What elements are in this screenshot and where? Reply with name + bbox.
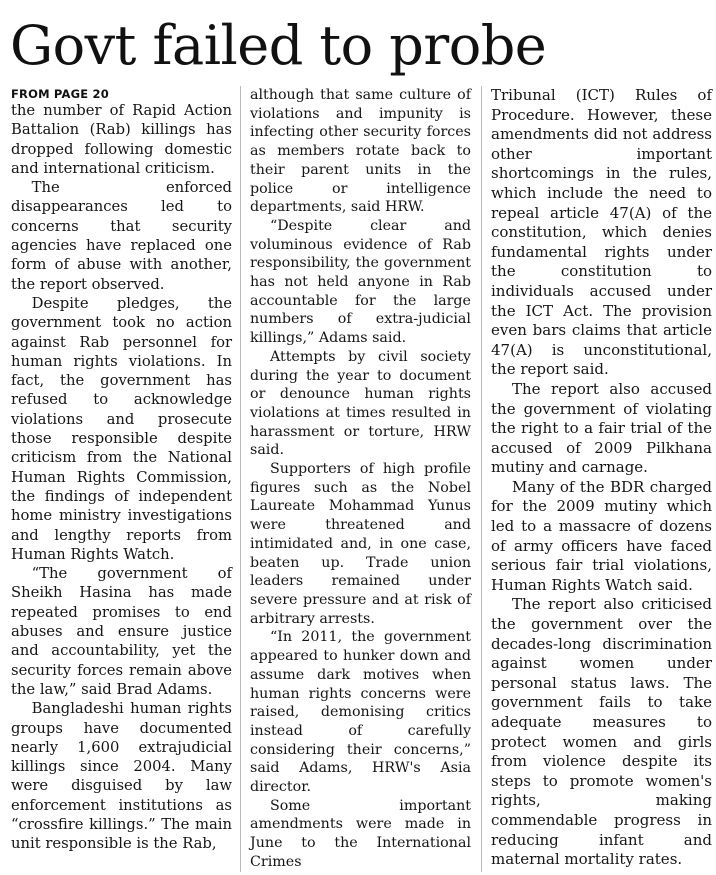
paragraph: Despite pledges, the government took no action against Rab personnel for human rights violations. In fact, the government has refused to acknowledge violations and prosecute those responsible despite criticism from the National Human Rights Commission, the findings of independent home ministry investigations and lengthy reports from Human Rights Watch. <box>11 294 232 563</box>
article-column-1 <box>11 86 232 854</box>
paragraph: Some important amendments were made in June to the International Crimes <box>250 797 471 870</box>
column-divider <box>481 86 482 872</box>
paragraph: Attempts by civil society during the year to document or denounce human rights violations at times resulted in harassment or torture, HRW said. <box>250 348 471 459</box>
paragraph: Bangladeshi human rights groups have documented nearly 1,600 extrajudicial killings since 2004. Many were disguised by law enforcement institutions as “crossfire killings.” The main unit responsible is the Rab, <box>11 700 232 853</box>
paragraph: The report also accused the government of violating the right to a fair trial of the accused of 2009 Pilkhana mutiny and carnage. <box>491 379 712 477</box>
paragraph: “Despite clear and voluminous evidence of Rab responsibility, the government has not held anyone in Rab accountable for the large numbers of extra-judicial killings,” Adams said. <box>250 217 471 347</box>
continuation-kicker: FROM PAGE 20 <box>11 87 109 101</box>
paragraph: “In 2011, the government appeared to hunker down and assume dark motives when human rights concerns were raised, demonising critics instead of carefully considering their concerns,” said Adams, HRW's Asia director. <box>250 629 471 796</box>
paragraph: The enforced disappearances led to concerns that security agencies have replaced one form of abuse with another, the report observed. <box>11 179 232 293</box>
paragraph: the number of Rapid Action Battalion (Rab) killings has dropped following domestic and international criticism. <box>11 102 232 177</box>
headline: Govt failed to probe <box>10 14 547 77</box>
article-column-2 <box>250 86 471 872</box>
paragraph: Many of the BDR charged for the 2009 mutiny which led to a massacre of dozens of army officers have faced serious fair trial violations, Human Rights Watch said. <box>491 477 712 594</box>
paragraph: although that same culture of violations and impunity is infecting other security forces as members rotate back to their parent units in the police or intelligence departments, said HRW. <box>250 87 471 216</box>
column-divider <box>240 86 241 872</box>
paragraph: The report also criticised the government over the decades-long discrimination against women under personal status laws. The government fails to take adequate measures to protect women and girls from violence despite its steps to promote women's rights, making commendable progress in reducing infant and maternal mortality rates. <box>491 595 712 869</box>
paragraph: “The government of Sheikh Hasina has made repeated promises to end abuses and ensure justice and accountability, yet the security forces remain above the law,” said Brad Adams. <box>11 565 232 698</box>
article-column-3 <box>491 86 712 870</box>
paragraph: Supporters of high profile figures such as the Nobel Laureate Mohammad Yunus were threatened and intimidated and, in one case, beaten up. Trade union leaders remained under severe pressure and at risk of arbitrary arrests. <box>250 461 471 627</box>
paragraph: Tribunal (ICT) Rules of Procedure. However, these amendments did not address other important shortcomings in the rules, which include the need to repeal article 47(A) of the constitution, which denies fundamental rights under the constitution to individuals accused under the ICT Act. The provision even bars claims that article 47(A) is unconstitutional, the report said. <box>491 86 712 379</box>
